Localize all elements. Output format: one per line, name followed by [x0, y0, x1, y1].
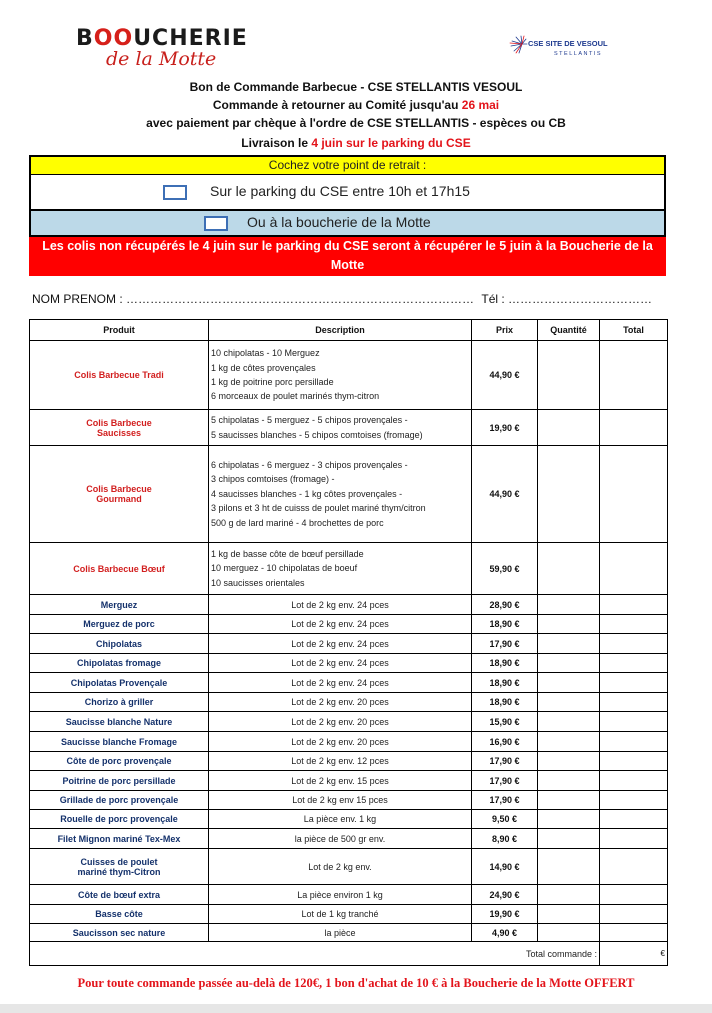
tel-field[interactable]: ……………………………… — [508, 292, 653, 306]
line-total-field[interactable] — [600, 446, 668, 543]
product-name: Filet Mignon mariné Tex-Mex — [30, 829, 209, 849]
product-price: 17,90 € — [472, 752, 538, 771]
description-line: 10 merguez - 10 chipolatas de boeuf — [211, 563, 358, 574]
product-price: 16,90 € — [472, 732, 538, 752]
product-name: Colis Barbecue Bœuf — [30, 543, 209, 595]
table-row — [30, 791, 668, 810]
quantity-field[interactable] — [538, 654, 600, 673]
line-total-field[interactable] — [600, 849, 668, 885]
header-price: Prix — [472, 320, 538, 341]
product-description: Lot de 2 kg env. 20 pces — [209, 712, 472, 732]
product-name: Colis Barbecue Tradi — [30, 341, 209, 410]
quantity-field[interactable] — [538, 829, 600, 849]
product-name: Poitrine de porc persillade — [30, 771, 209, 791]
delivery-info: Livraison le 4 juin sur le parking du CSE — [241, 136, 471, 150]
product-name: Saucisse blanche Nature — [30, 712, 209, 732]
table-row — [30, 543, 668, 595]
line-total-field[interactable] — [600, 810, 668, 829]
product-description: Lot de 2 kg env. 15 pces — [209, 771, 472, 791]
customer-info — [32, 292, 652, 306]
table-row — [30, 615, 668, 634]
product-price: 59,90 € — [472, 543, 538, 595]
description-line: 3 chipos comtoises (fromage) - — [211, 474, 335, 485]
line-total-field[interactable] — [600, 752, 668, 771]
partner-subname: STELLANTIS — [554, 51, 603, 57]
line-total-field[interactable] — [600, 829, 668, 849]
line-total-field[interactable] — [600, 595, 668, 615]
product-description: la pièce — [209, 924, 472, 942]
name-field[interactable]: …………………………………………………………………………… — [126, 292, 475, 306]
product-name: Chipolatas Provençale — [30, 673, 209, 693]
product-description: Lot de 2 kg env. 20 pces — [209, 693, 472, 712]
return-deadline: Commande à retourner au Comité jusqu'au 26 mai — [212, 98, 500, 112]
quantity-field[interactable] — [538, 791, 600, 810]
product-name: Grillade de porc provençale — [30, 791, 209, 810]
product-name: Saucisson sec nature — [30, 924, 209, 942]
product-name: Rouelle de porc provençale — [30, 810, 209, 829]
page-bottom-edge — [0, 1004, 712, 1013]
product-name: Merguez — [30, 595, 209, 615]
product-description: Lot de 1 kg tranché — [209, 905, 472, 924]
butcher-checkbox[interactable] — [204, 216, 228, 231]
line-total-field[interactable] — [600, 693, 668, 712]
line-total-field[interactable] — [600, 341, 668, 410]
product-price: 44,90 € — [472, 341, 538, 410]
form-title: Bon de Commande Barbecue - CSE STELLANTIS VESOUL — [189, 80, 523, 94]
header-quantity: Quantité — [538, 320, 600, 341]
description-line: 4 saucisses blanches - 1 kg côtes provençales - — [211, 488, 403, 499]
description-line: 6 morceaux de poulet marinés thym-citron — [211, 391, 380, 402]
parking-option-label: Sur le parking du CSE entre 10h et 17h15 — [210, 183, 470, 199]
line-total-field[interactable] — [600, 924, 668, 942]
description-line: 5 saucisses blanches - 5 chipos comtoises (fromage) — [211, 429, 423, 440]
line-total-field[interactable] — [600, 634, 668, 654]
product-name: Chorizo à griller — [30, 693, 209, 712]
product-name: Colis Barbecue Saucisses — [30, 410, 209, 446]
logo-wordmark: BOOUCHERIE — [76, 26, 248, 51]
description-line: 1 kg de côtes provençales — [211, 362, 316, 373]
quantity-field[interactable] — [538, 446, 600, 543]
table-header-row — [30, 320, 668, 341]
quantity-field[interactable] — [538, 410, 600, 446]
table-row — [30, 712, 668, 732]
line-total-field[interactable] — [600, 791, 668, 810]
table-row — [30, 905, 668, 924]
product-description: Lot de 2 kg env. 24 pces — [209, 654, 472, 673]
product-description: Lot de 2 kg env. 24 pces — [209, 673, 472, 693]
table-row — [30, 341, 668, 410]
product-name: Merguez de porc — [30, 615, 209, 634]
table-row — [30, 634, 668, 654]
quantity-field[interactable] — [538, 905, 600, 924]
table-row — [30, 849, 668, 885]
product-price: 17,90 € — [472, 771, 538, 791]
table-row — [30, 771, 668, 791]
product-price: 14,90 € — [472, 849, 538, 885]
product-description: Lot de 2 kg env. 24 pces — [209, 595, 472, 615]
table-row — [30, 446, 668, 543]
description-line: 1 kg de poitrine porc persillade — [211, 377, 334, 387]
product-description — [209, 446, 472, 543]
description-line: 3 pilons et 3 ht de cuisss de poulet mariné thym/citron — [211, 503, 426, 514]
product-description: Lot de 2 kg env. 20 pces — [209, 732, 472, 752]
logo-subtitle: de la Motte — [106, 48, 217, 70]
product-price: 17,90 € — [472, 791, 538, 810]
product-price: 19,90 € — [472, 410, 538, 446]
product-description: Lot de 2 kg env. — [209, 849, 472, 885]
product-description: la pièce de 500 gr env. — [209, 829, 472, 849]
description-line: 5 chipolatas - 5 merguez - 5 chipos provençales - — [211, 415, 408, 426]
product-description: La pièce environ 1 kg — [209, 885, 472, 905]
product-price: 19,90 € — [472, 905, 538, 924]
quantity-field[interactable] — [538, 885, 600, 905]
quantity-field[interactable] — [538, 752, 600, 771]
product-name: Côte de bœuf extra — [30, 885, 209, 905]
product-price: 4,90 € — [472, 924, 538, 942]
quantity-field[interactable] — [538, 771, 600, 791]
table-row — [30, 654, 668, 673]
quantity-field[interactable] — [538, 341, 600, 410]
table-row — [30, 595, 668, 615]
quantity-field[interactable] — [538, 810, 600, 829]
total-label: Total commande : — [30, 942, 600, 966]
product-description: Lot de 2 kg env. 12 pces — [209, 752, 472, 771]
line-total-field[interactable] — [600, 771, 668, 791]
table-row — [30, 885, 668, 905]
line-total-field[interactable] — [600, 732, 668, 752]
promo-footer: Pour toute commande passée au-delà de 120€, 1 bon d'achat de 10 € à la Boucherie de la Motte OFFERT — [77, 976, 635, 990]
quantity-field[interactable] — [538, 732, 600, 752]
line-total-field[interactable] — [600, 712, 668, 732]
line-total-field[interactable] — [600, 885, 668, 905]
line-total-field[interactable] — [600, 410, 668, 446]
product-description — [209, 341, 472, 410]
product-price: 18,90 € — [472, 615, 538, 634]
product-price: 18,90 € — [472, 673, 538, 693]
pickup-title: Cochez votre point de retrait : — [31, 157, 664, 175]
quantity-field[interactable] — [538, 673, 600, 693]
line-total-field[interactable] — [600, 673, 668, 693]
table-row — [30, 673, 668, 693]
header-total: Total — [600, 320, 668, 341]
product-price: 17,90 € — [472, 634, 538, 654]
boucherie-logo — [76, 26, 298, 70]
product-price: 8,90 € — [472, 829, 538, 849]
pickup-option-butcher[interactable] — [31, 211, 664, 235]
total-amount-field[interactable]: € — [600, 942, 668, 966]
line-total-field[interactable] — [600, 654, 668, 673]
line-total-field[interactable] — [600, 615, 668, 634]
description-line: 10 saucisses orientales — [211, 577, 305, 588]
product-description — [209, 410, 472, 446]
quantity-field[interactable] — [538, 595, 600, 615]
product-description: Lot de 2 kg env. 24 pces — [209, 615, 472, 634]
description-line: 10 chipolatas - 10 Merguez — [211, 348, 320, 359]
quantity-field[interactable] — [538, 634, 600, 654]
cse-stellantis-logo — [508, 33, 612, 63]
product-name: Côte de porc provençale — [30, 752, 209, 771]
product-name: Saucisse blanche Fromage — [30, 732, 209, 752]
product-name: Colis Barbecue Gourmand — [30, 446, 209, 543]
header-product: Produit — [30, 320, 209, 341]
product-price: 9,50 € — [472, 810, 538, 829]
partner-name: CSE SITE DE VESOUL — [528, 39, 608, 48]
order-table — [29, 319, 668, 966]
product-description: La pièce env. 1 kg — [209, 810, 472, 829]
table-row — [30, 693, 668, 712]
product-price: 44,90 € — [472, 446, 538, 543]
product-name: Basse côte — [30, 905, 209, 924]
quantity-field[interactable] — [538, 849, 600, 885]
quantity-field[interactable] — [538, 712, 600, 732]
total-row — [30, 942, 668, 966]
butcher-option-label: Ou à la boucherie de la Motte — [247, 214, 431, 230]
line-total-field[interactable] — [600, 543, 668, 595]
product-name: Chipolatas fromage — [30, 654, 209, 673]
star-burst-icon — [508, 33, 528, 55]
header-description: Description — [209, 320, 472, 341]
quantity-field[interactable] — [538, 924, 600, 942]
product-price: 18,90 € — [472, 693, 538, 712]
description-line: 500 g de lard mariné - 4 brochettes de porc — [211, 517, 384, 528]
product-name: Chipolatas — [30, 634, 209, 654]
product-description: Lot de 2 kg env 15 pces — [209, 791, 472, 810]
tel-label: Tél : — [481, 292, 505, 306]
table-row — [30, 410, 668, 446]
line-total-field[interactable] — [600, 905, 668, 924]
quantity-field[interactable] — [538, 693, 600, 712]
product-price: 28,90 € — [472, 595, 538, 615]
quantity-field[interactable] — [538, 615, 600, 634]
table-row — [30, 829, 668, 849]
table-row — [30, 810, 668, 829]
table-row — [30, 752, 668, 771]
product-price: 24,90 € — [472, 885, 538, 905]
product-description: Lot de 2 kg env. 24 pces — [209, 634, 472, 654]
table-row — [30, 732, 668, 752]
quantity-field[interactable] — [538, 543, 600, 595]
pickup-option-parking[interactable] — [31, 175, 664, 211]
pickup-selection — [29, 155, 666, 237]
description-line: 6 chipolatas - 6 merguez - 3 chipos provençales - — [211, 459, 408, 470]
product-price: 15,90 € — [472, 712, 538, 732]
product-description — [209, 543, 472, 595]
product-price: 18,90 € — [472, 654, 538, 673]
pickup-notice: Les colis non récupérés le 4 juin sur le parking du CSE seront à récupérer le 5 juin à la Boucherie de la Motte — [29, 237, 666, 276]
parking-checkbox[interactable] — [163, 185, 187, 200]
table-row — [30, 924, 668, 942]
name-label: NOM PRENOM : — [32, 292, 123, 306]
description-line: 1 kg de basse côte de bœuf persillade — [211, 548, 364, 559]
product-name: Cuisses de poulet mariné thym-Citron — [30, 849, 209, 885]
payment-info: avec paiement par chèque à l'ordre de CSE STELLANTIS - espèces ou CB — [146, 116, 566, 130]
